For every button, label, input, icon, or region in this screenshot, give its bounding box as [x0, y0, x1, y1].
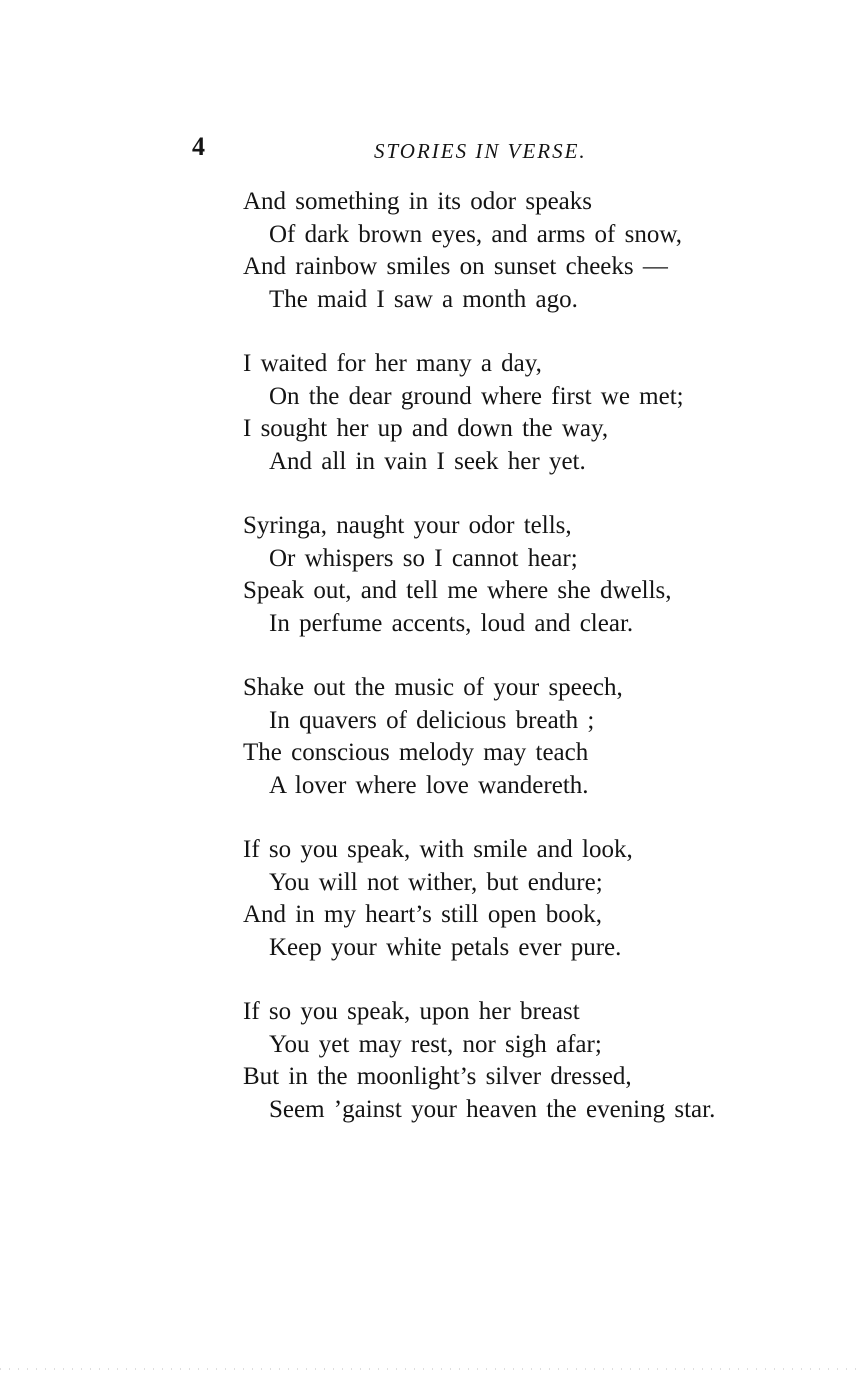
poem-line: I waited for her many a day, — [243, 350, 542, 377]
stanza — [243, 186, 843, 316]
page-number: 4 — [192, 132, 205, 161]
poem-line: And something in its odor speaks — [243, 188, 593, 215]
stanza — [243, 510, 843, 640]
stanza — [243, 834, 843, 964]
poem-line: On the dear ground where first we met; — [269, 382, 684, 410]
poem-line: In quavers of delicious breath ; — [269, 706, 595, 734]
stanza — [243, 672, 843, 802]
poem-line: Seem ’gainst your heaven the evening star. — [269, 1095, 716, 1123]
poem-line: Of dark brown eyes, and arms of snow, — [269, 220, 683, 248]
poem-line: If so you speak, upon her breast — [243, 998, 580, 1025]
stanza — [243, 996, 843, 1126]
scan-edge-noise — [0, 1368, 864, 1370]
poem-line: Shake out the music of your speech, — [243, 674, 623, 701]
poem-line: In perfume accents, loud and clear. — [269, 609, 634, 637]
poem-line: The maid I saw a month ago. — [269, 285, 578, 313]
poem-line: You yet may rest, nor sigh afar; — [269, 1030, 602, 1058]
running-head: STORIES IN VERSE. — [374, 139, 587, 163]
poem-line: If so you speak, with smile and look, — [243, 836, 633, 863]
stanza — [243, 348, 843, 478]
poem-line: And rainbow smiles on sunset cheeks — — [243, 253, 668, 280]
poem-line: Speak out, and tell me where she dwells, — [243, 577, 672, 604]
poem — [243, 186, 843, 1158]
poem-line: A lover where love wandereth. — [269, 771, 589, 799]
poem-line: And in my heart’s still open book, — [243, 901, 602, 928]
poem-line: And all in vain I seek her yet. — [269, 447, 586, 475]
poem-line: But in the moonlight’s silver dressed, — [243, 1063, 632, 1090]
poem-line: You will not wither, but endure; — [269, 868, 603, 896]
poem-line: Syringa, naught your odor tells, — [243, 512, 572, 539]
poem-line: Or whispers so I cannot hear; — [269, 544, 578, 572]
poem-line: Keep your white petals ever pure. — [269, 933, 622, 961]
poem-line: I sought her up and down the way, — [243, 415, 609, 442]
poem-line: The conscious melody may teach — [243, 739, 589, 766]
